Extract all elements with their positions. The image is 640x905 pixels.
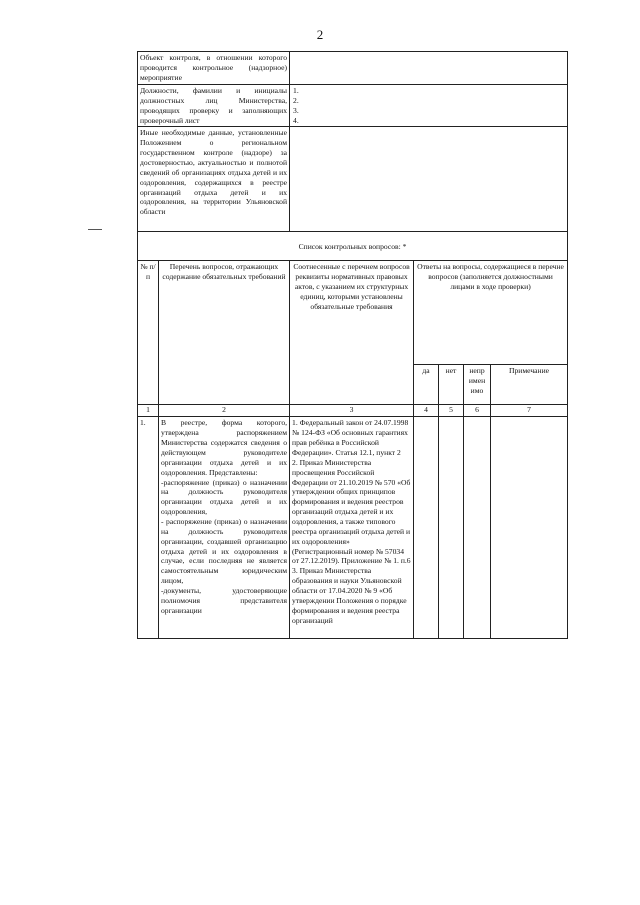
col-number: 4 xyxy=(414,405,439,417)
col-number: 6 xyxy=(464,405,491,417)
col-number: 5 xyxy=(439,405,464,417)
answer-na-cell[interactable] xyxy=(464,417,491,639)
inspector-line: 2. xyxy=(293,95,299,105)
header-row-other-data xyxy=(138,127,568,232)
col-no-header: нет xyxy=(439,365,464,405)
column-numbers-row xyxy=(138,405,568,417)
col-number: 7 xyxy=(491,405,568,417)
table-row xyxy=(138,417,568,639)
answer-yes-cell[interactable] xyxy=(414,417,439,639)
answer-note-cell[interactable] xyxy=(491,417,568,639)
header-row-inspectors xyxy=(138,85,568,127)
inspector-line: 4. xyxy=(293,115,299,125)
col-na-header: непр имен имо xyxy=(464,365,491,405)
margin-mark xyxy=(88,229,102,230)
col-number: 3 xyxy=(290,405,414,417)
col-note-header: Примечание xyxy=(491,365,568,405)
checklist-title-row xyxy=(138,232,568,261)
header-label: Иные необходимые данные, установленные Положением о региональном государственном контроле (надзоре) за достоверностью, актуальностью и полнотой сведений об организациях отдыха детей и их оздоровления, содержащихся в реестре организаций отдыха детей и их оздоровления, на территории Ульяновской области xyxy=(138,127,290,232)
header-row-object xyxy=(138,52,568,85)
checklist-table xyxy=(137,51,568,639)
inspector-line: 3. xyxy=(293,105,299,115)
inspector-lines xyxy=(290,85,568,127)
requisite-item: 3. Приказ Министерства образования и науки Ульяновской области от 17.04.2020 № 9 «Об утверждении Положения о порядке формирования и ведения реестра организаций xyxy=(292,566,407,625)
row-number: 1. xyxy=(138,417,159,639)
header-label: Должности, фамилии и инициалы должностных лиц Министерства, проводящих проверку и заполняющих проверочный лист xyxy=(138,85,290,127)
col-answers-header: Ответы на вопросы, содержащиеся в перечне вопросов (заполняется должностными лицами в ходе проверки) xyxy=(414,261,568,365)
row-question: В реестре, форма которого, утверждена распоряжением Министерства содержатся сведения о действующем руководителе организации отдыха детей и их оздоровления. Представлены: -распоряжение (приказ) о назначении на должность руководителя организации отдыха детей и их оздоровления, - распоряжение (приказ) о назначении на должность руководителя организации, создавшей организацию отдыха детей и их оздоровления в случае, если последняя не является самостоятельным юридическим лицом, -документы, удостоверяющие полномочия представителя организации xyxy=(159,417,290,639)
inspector-line: 1. xyxy=(293,86,299,95)
col-questions-header: Перечень вопросов, отражающих содержание обязательных требований xyxy=(159,261,290,405)
requisite-item: 2. Приказ Министерства просвещения Российской Федерации от 21.10.2019 № 570 «Об утверждении общих принципов формирования и ведения реестров организаций отдыха детей и их оздоровления, а также типового реестра организаций отдыха детей и их оздоровления» (Регистрационный номер № 57034 от 27.12.2019). Приложение № 1. п.6 xyxy=(292,457,411,566)
col-number: 1 xyxy=(138,405,159,417)
answer-no-cell[interactable] xyxy=(439,417,464,639)
col-num-header: № п/п xyxy=(138,261,159,405)
header-label: Объект контроля, в отношении которого проводится контрольное (надзорное) мероприятие xyxy=(138,52,290,85)
header-value xyxy=(290,52,568,85)
header-value xyxy=(290,127,568,232)
row-requisites xyxy=(290,417,414,639)
col-requisites-header: Соотнесенные с перечнем вопросов реквизиты нормативных правовых актов, с указанием их структурных единиц, которыми установлены обязательные требования xyxy=(290,261,414,405)
requisite-item: 1. Федеральный закон от 24.07.1998 № 124-ФЗ «Об основных гарантиях прав ребёнка в Российской Федерации». Статья 12.1, пункт 2 xyxy=(292,418,409,458)
col-number: 2 xyxy=(159,405,290,417)
column-header-row xyxy=(138,261,568,365)
page-number: 2 xyxy=(316,27,324,42)
checklist-title: Список контрольных вопросов: * xyxy=(138,232,568,261)
col-yes-header: да xyxy=(414,365,439,405)
